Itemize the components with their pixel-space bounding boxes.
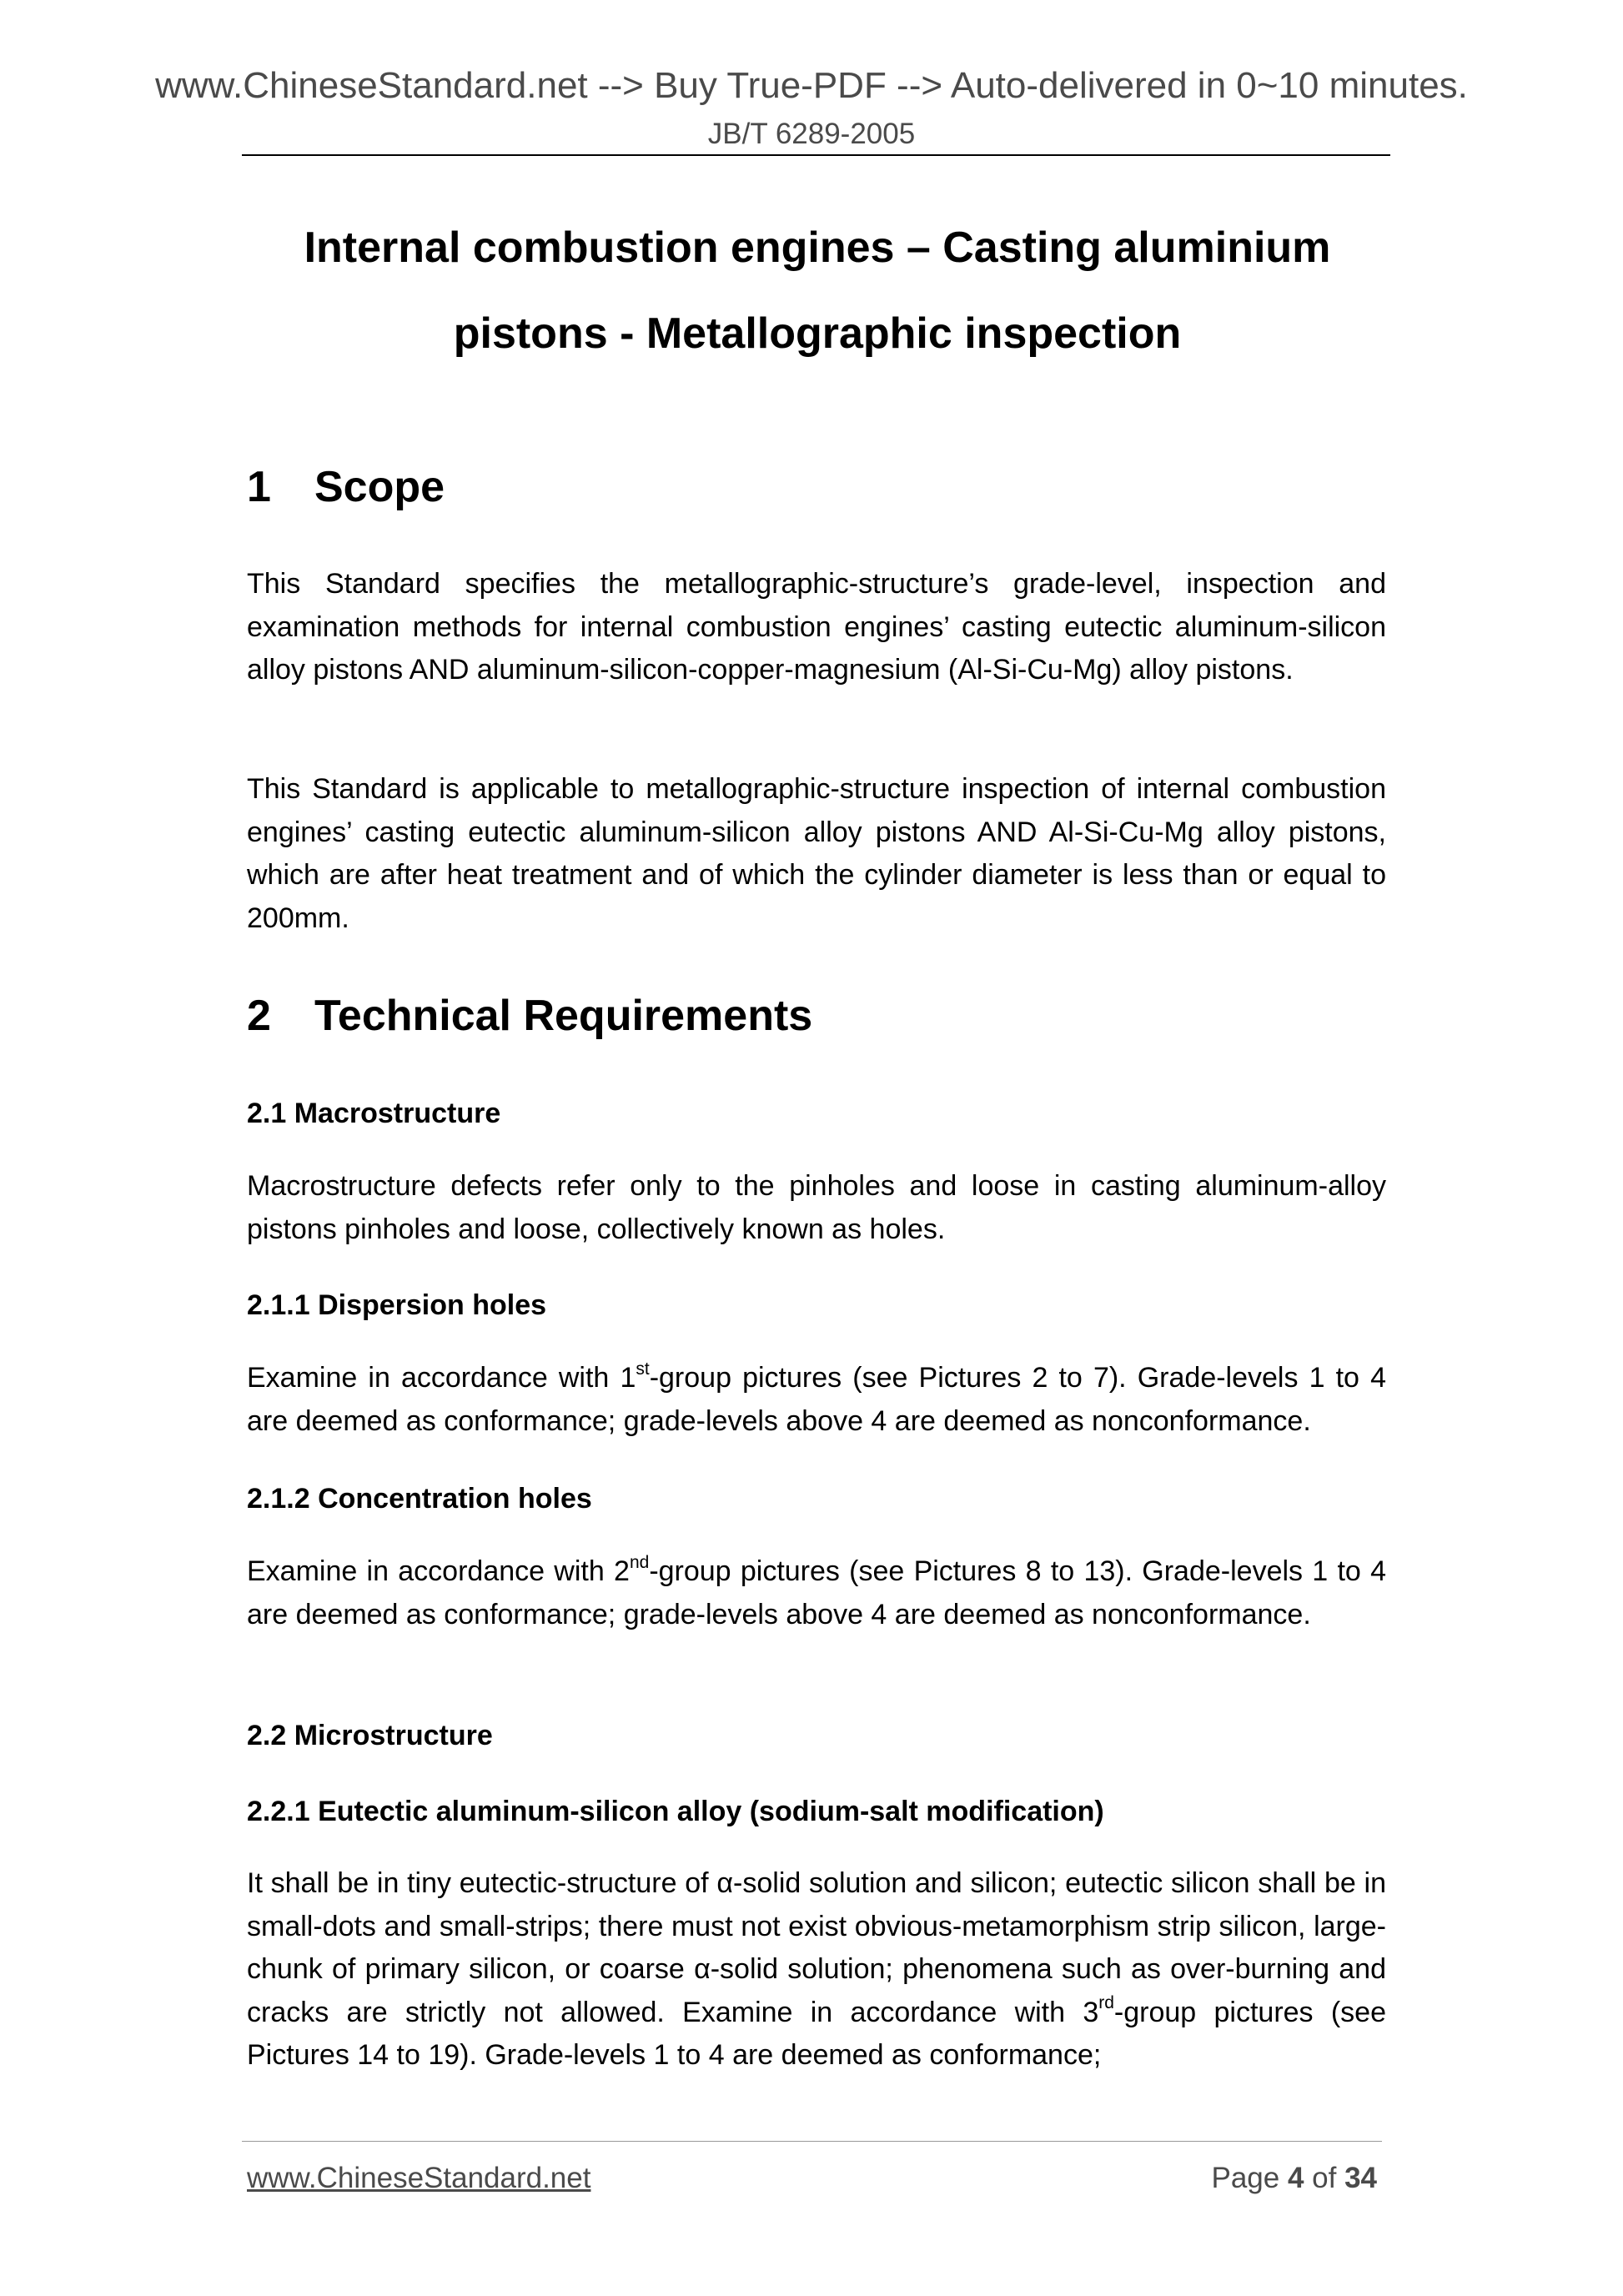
subsection-2-1-1-heading: 2.1.1 Dispersion holes <box>247 1289 547 1321</box>
scope-paragraph-1: This Standard specifies the metallographic-structure’s grade-level, inspection and examination methods for internal combustion engines’ casting eutectic aluminum-silicon alloy pistons AND aluminum-silicon-copper-magnesium (Al-Si-Cu-Mg) alloy pistons. <box>247 568 1386 686</box>
document-title <box>192 205 1443 377</box>
subsection-2-2-heading: 2.2 Microstructure <box>247 1720 493 1751</box>
page-indicator: Page 4 of 34 <box>1211 2162 1377 2194</box>
subsection-2-2-1-heading: 2.2.1 Eutectic aluminum-silicon alloy (sodium-salt modification) <box>247 1796 1104 1827</box>
subsection-2-1-heading: 2.1 Macrostructure <box>247 1098 501 1129</box>
standard-code: JB/T 6289-2005 <box>707 118 916 150</box>
macrostructure-paragraph: Macrostructure defects refer only to the pinholes and loose in casting aluminum-alloy pistons pinholes and loose, collectively known as holes. <box>247 1170 1386 1245</box>
concentration-holes-paragraph: Examine in accordance with 2nd-group pictures (see Pictures 8 to 13). Grade-levels 1 to 4 are deemed as conformance; grade-levels above 4 are deemed as nonconformance. <box>247 1552 1386 1630</box>
subsection-2-1-2-heading: 2.1.2 Concentration holes <box>247 1483 592 1515</box>
dispersion-holes-paragraph: Examine in accordance with 1st-group pictures (see Pictures 2 to 7). Grade-levels 1 to 4 are deemed as conformance; grade-levels above 4 are deemed as nonconformance. <box>247 1359 1386 1437</box>
total-pages-number: 34 <box>1344 2162 1377 2194</box>
title-line-2: pistons - Metallographic inspection <box>453 309 1182 358</box>
footer-divider <box>242 2141 1382 2142</box>
section-2-number: 2 <box>247 992 271 1040</box>
section-1-number: 1 <box>247 463 271 511</box>
section-2-heading <box>247 990 812 1042</box>
eutectic-alloy-paragraph: It shall be in tiny eutectic-structure of α-solid solution and silicon; eutectic silicon shall be in small-dots and small-strips; there must not exist obvious-metamorphism strip silicon, large-chunk of primary silicon, or coarse α-solid solution; phenomena such as over-burning and cracks are strictly not allowed. Examine in accordance with 3rd-group pictures (see Pictures 14 to 19). Grade-levels 1 to 4 are deemed as conformance; <box>247 1867 1386 2071</box>
section-1-title: Scope <box>314 463 445 511</box>
scope-paragraph-2: This Standard is applicable to metallographic-structure inspection of internal combustion engines’ casting eutectic aluminum-silicon alloy pistons AND Al-Si-Cu-Mg alloy pistons, which are after heat treatment and of which the cylinder diameter is less than or equal to 200mm. <box>247 773 1386 934</box>
section-1-heading <box>247 461 445 513</box>
current-page-number: 4 <box>1287 2162 1304 2194</box>
section-2-title: Technical Requirements <box>314 992 813 1040</box>
footer-site-link[interactable]: www.ChineseStandard.net <box>247 2162 591 2194</box>
title-line-1: Internal combustion engines – Casting aluminium <box>304 224 1331 272</box>
header-banner[interactable]: www.ChineseStandard.net --> Buy True-PDF --> Auto-delivered in 0~10 minutes. <box>155 65 1468 106</box>
header-divider <box>242 154 1390 156</box>
